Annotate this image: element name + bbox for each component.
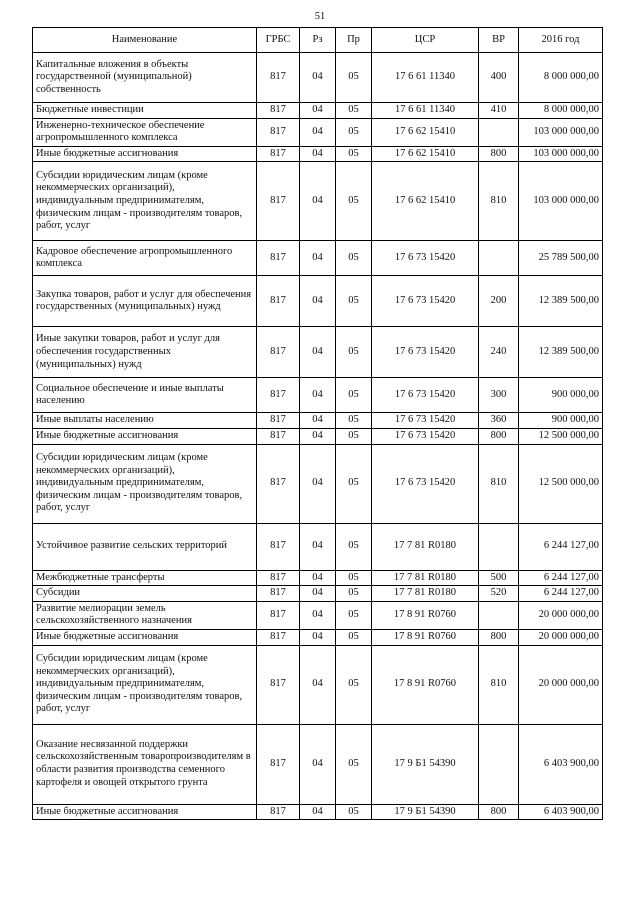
cell-grbs: 817 [257,645,300,724]
cell-vr: 810 [479,645,519,724]
table-row [33,53,603,103]
cell-vr: 400 [479,53,519,103]
cell-rz: 04 [300,162,336,241]
cell-grbs: 817 [257,804,300,820]
cell-vr [479,118,519,146]
table-row [33,601,603,629]
cell-vr: 500 [479,570,519,586]
table-row [33,645,603,724]
cell-pr: 05 [336,428,372,444]
cell-amount: 900 000,00 [519,413,603,429]
cell-pr: 05 [336,629,372,645]
budget-table [32,27,603,820]
cell-csr: 17 6 73 15420 [372,276,479,327]
cell-grbs: 817 [257,586,300,602]
cell-pr: 05 [336,378,372,413]
cell-amount: 6 244 127,00 [519,570,603,586]
cell-name: Межбюджетные трансферты [33,570,257,586]
cell-grbs: 817 [257,629,300,645]
cell-vr: 810 [479,444,519,523]
table-row [33,327,603,378]
cell-amount: 12 389 500,00 [519,276,603,327]
cell-vr [479,601,519,629]
cell-csr: 17 6 73 15420 [372,241,479,276]
cell-grbs: 817 [257,241,300,276]
table-row [33,724,603,804]
table-row [33,276,603,327]
cell-rz: 04 [300,146,336,162]
cell-csr: 17 6 73 15420 [372,444,479,523]
cell-name: Субсидии юридическим лицам (кроме некоммерческих организаций), индивидуальным предпринимателям, физическим лицам - производителям товаров, работ, услуг [33,645,257,724]
cell-vr: 200 [479,276,519,327]
cell-csr: 17 6 73 15420 [372,413,479,429]
cell-vr: 800 [479,146,519,162]
cell-name: Инженерно-техническое обеспечение агропромышленного комплекса [33,118,257,146]
cell-grbs: 817 [257,276,300,327]
cell-amount: 103 000 000,00 [519,146,603,162]
cell-grbs: 817 [257,378,300,413]
cell-amount: 103 000 000,00 [519,118,603,146]
cell-amount: 12 500 000,00 [519,428,603,444]
cell-csr: 17 7 81 R0180 [372,586,479,602]
cell-grbs: 817 [257,523,300,570]
cell-pr: 05 [336,724,372,804]
cell-amount: 12 500 000,00 [519,444,603,523]
cell-rz: 04 [300,241,336,276]
cell-vr: 240 [479,327,519,378]
table-row [33,378,603,413]
cell-pr: 05 [336,162,372,241]
cell-csr: 17 6 62 15410 [372,146,479,162]
cell-grbs: 817 [257,327,300,378]
cell-grbs: 817 [257,103,300,119]
table-row [33,103,603,119]
cell-amount: 6 244 127,00 [519,523,603,570]
cell-rz: 04 [300,601,336,629]
cell-csr: 17 6 73 15420 [372,327,479,378]
cell-grbs: 817 [257,428,300,444]
cell-pr: 05 [336,413,372,429]
header-rz: Рз [300,28,336,53]
cell-pr: 05 [336,146,372,162]
cell-amount: 6 403 900,00 [519,724,603,804]
table-header-row [33,28,603,53]
cell-amount: 20 000 000,00 [519,629,603,645]
cell-rz: 04 [300,327,336,378]
cell-vr [479,523,519,570]
table-row [33,629,603,645]
cell-csr: 17 7 81 R0180 [372,523,479,570]
cell-amount: 8 000 000,00 [519,103,603,119]
cell-amount: 8 000 000,00 [519,53,603,103]
table-row [33,586,603,602]
header-pr: Пр [336,28,372,53]
cell-csr: 17 8 91 R0760 [372,629,479,645]
cell-csr: 17 9 Б1 54390 [372,724,479,804]
cell-csr: 17 6 73 15420 [372,378,479,413]
cell-vr: 800 [479,629,519,645]
cell-grbs: 817 [257,53,300,103]
cell-amount: 12 389 500,00 [519,327,603,378]
table-row [33,444,603,523]
cell-name: Бюджетные инвестиции [33,103,257,119]
cell-name: Оказание несвязанной поддержки сельскохозяйственным товаропроизводителям в области развития производства семенного картофеля и овощей открытого грунта [33,724,257,804]
cell-amount: 6 244 127,00 [519,586,603,602]
table-row [33,570,603,586]
cell-rz: 04 [300,586,336,602]
table-row [33,804,603,820]
header-vr: ВР [479,28,519,53]
cell-amount: 900 000,00 [519,378,603,413]
cell-vr [479,241,519,276]
cell-name: Субсидии юридическим лицам (кроме некоммерческих организаций), индивидуальным предпринимателям, физическим лицам - производителям товаров, работ, услуг [33,444,257,523]
cell-rz: 04 [300,444,336,523]
cell-amount: 20 000 000,00 [519,645,603,724]
cell-vr: 800 [479,804,519,820]
cell-grbs: 817 [257,146,300,162]
cell-rz: 04 [300,804,336,820]
cell-rz: 04 [300,629,336,645]
cell-rz: 04 [300,276,336,327]
cell-name: Иные бюджетные ассигнования [33,428,257,444]
cell-rz: 04 [300,428,336,444]
table-row [33,241,603,276]
cell-name: Закупка товаров, работ и услуг для обеспечения государственных (муниципальных) нужд [33,276,257,327]
cell-name: Иные бюджетные ассигнования [33,629,257,645]
table-row [33,413,603,429]
cell-csr: 17 6 61 11340 [372,103,479,119]
header-grbs: ГРБС [257,28,300,53]
cell-rz: 04 [300,103,336,119]
cell-name: Устойчивое развитие сельских территорий [33,523,257,570]
cell-name: Иные выплаты населению [33,413,257,429]
cell-rz: 04 [300,378,336,413]
cell-vr: 520 [479,586,519,602]
cell-pr: 05 [336,276,372,327]
cell-name: Субсидии [33,586,257,602]
cell-csr: 17 6 62 15410 [372,162,479,241]
cell-pr: 05 [336,444,372,523]
cell-grbs: 817 [257,162,300,241]
cell-csr: 17 8 91 R0760 [372,645,479,724]
cell-pr: 05 [336,327,372,378]
cell-rz: 04 [300,118,336,146]
cell-grbs: 817 [257,570,300,586]
cell-pr: 05 [336,586,372,602]
cell-name: Развитие мелиорации земель сельскохозяйственного назначения [33,601,257,629]
cell-rz: 04 [300,523,336,570]
table-row [33,118,603,146]
cell-grbs: 817 [257,724,300,804]
cell-name: Иные бюджетные ассигнования [33,146,257,162]
cell-pr: 05 [336,103,372,119]
cell-amount: 20 000 000,00 [519,601,603,629]
cell-pr: 05 [336,645,372,724]
header-name: Наименование [33,28,257,53]
cell-pr: 05 [336,118,372,146]
header-amount: 2016 год [519,28,603,53]
cell-pr: 05 [336,570,372,586]
cell-csr: 17 8 91 R0760 [372,601,479,629]
cell-pr: 05 [336,804,372,820]
cell-name: Кадровое обеспечение агропромышленного комплекса [33,241,257,276]
cell-pr: 05 [336,601,372,629]
page-number: 51 [314,11,326,22]
cell-csr: 17 9 Б1 54390 [372,804,479,820]
cell-csr: 17 6 73 15420 [372,428,479,444]
cell-rz: 04 [300,570,336,586]
cell-vr: 410 [479,103,519,119]
table-row [33,428,603,444]
cell-grbs: 817 [257,444,300,523]
table-row [33,146,603,162]
cell-amount: 6 403 900,00 [519,804,603,820]
cell-grbs: 817 [257,601,300,629]
cell-rz: 04 [300,645,336,724]
cell-rz: 04 [300,724,336,804]
cell-pr: 05 [336,53,372,103]
cell-csr: 17 7 81 R0180 [372,570,479,586]
header-csr: ЦСР [372,28,479,53]
cell-vr: 300 [479,378,519,413]
cell-name: Капитальные вложения в объекты государственной (муниципальной) собственность [33,53,257,103]
cell-vr: 800 [479,428,519,444]
cell-vr: 810 [479,162,519,241]
cell-vr [479,724,519,804]
cell-pr: 05 [336,241,372,276]
cell-vr: 360 [479,413,519,429]
cell-name: Социальное обеспечение и иные выплаты населению [33,378,257,413]
cell-csr: 17 6 61 11340 [372,53,479,103]
cell-csr: 17 6 62 15410 [372,118,479,146]
cell-name: Иные бюджетные ассигнования [33,804,257,820]
table-row [33,523,603,570]
cell-amount: 103 000 000,00 [519,162,603,241]
cell-name: Субсидии юридическим лицам (кроме некоммерческих организаций), индивидуальным предпринимателям, физическим лицам - производителям товаров, работ, услуг [33,162,257,241]
cell-rz: 04 [300,53,336,103]
cell-name: Иные закупки товаров, работ и услуг для обеспечения государственных (муниципальных) нужд [33,327,257,378]
table-row [33,162,603,241]
cell-rz: 04 [300,413,336,429]
cell-pr: 05 [336,523,372,570]
cell-amount: 25 789 500,00 [519,241,603,276]
cell-grbs: 817 [257,413,300,429]
cell-grbs: 817 [257,118,300,146]
